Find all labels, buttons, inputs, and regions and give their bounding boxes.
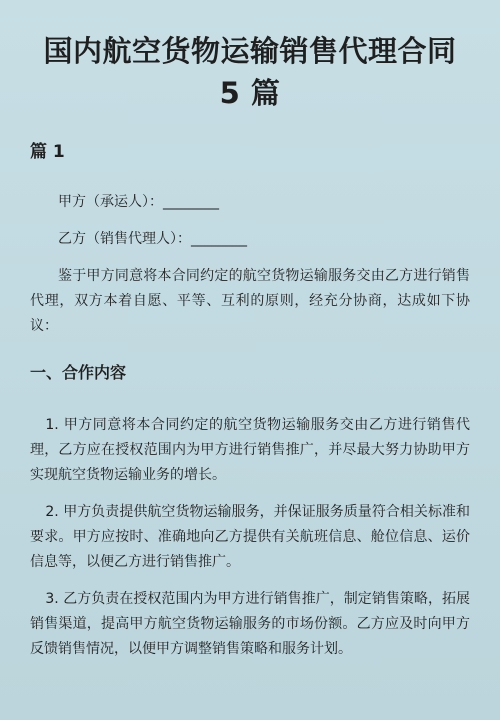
party-a-line: 甲方（承运人）：________ [58, 194, 219, 210]
clause-item-3: 3. 乙方负责在授权范围内为甲方进行销售推广，制定销售策略，拓展销售渠道，提高甲方航空货物运输服务的市场份额。乙方应及时向甲方反馈销售情况，以便甲方调整销售策略和服务计划。 [30, 591, 470, 657]
clause-item-1: 1. 甲方同意将本合同约定的航空货物运输服务交由乙方进行销售代理，乙方应在授权范围内为甲方进行销售推广，并尽最大努力协助甲方实现航空货物运输业务的增长。 [30, 417, 470, 483]
intro-paragraph: 鉴于甲方同意将本合同约定的航空货物运输服务交由乙方进行销售代理，双方本着自愿、平等、互利的原则，经充分协商，达成如下协议： [30, 268, 470, 334]
document-title [30, 30, 470, 114]
cooperation-heading: 一、合作内容 [30, 363, 127, 382]
clause-item-2: 2. 甲方负责提供航空货物运输服务，并保证服务质量符合相关标准和要求。甲方应按时、准确地向乙方提供有关航班信息、舱位信息、运价信息等，以便乙方进行销售推广。 [30, 504, 470, 570]
party-b-line: 乙方（销售代理人）：________ [58, 231, 247, 247]
title-line-1: 国内航空货物运输销售代理合同 [43, 34, 457, 68]
section-label: 篇 1 [30, 142, 65, 162]
title-line-2: 5 篇 [219, 76, 281, 110]
